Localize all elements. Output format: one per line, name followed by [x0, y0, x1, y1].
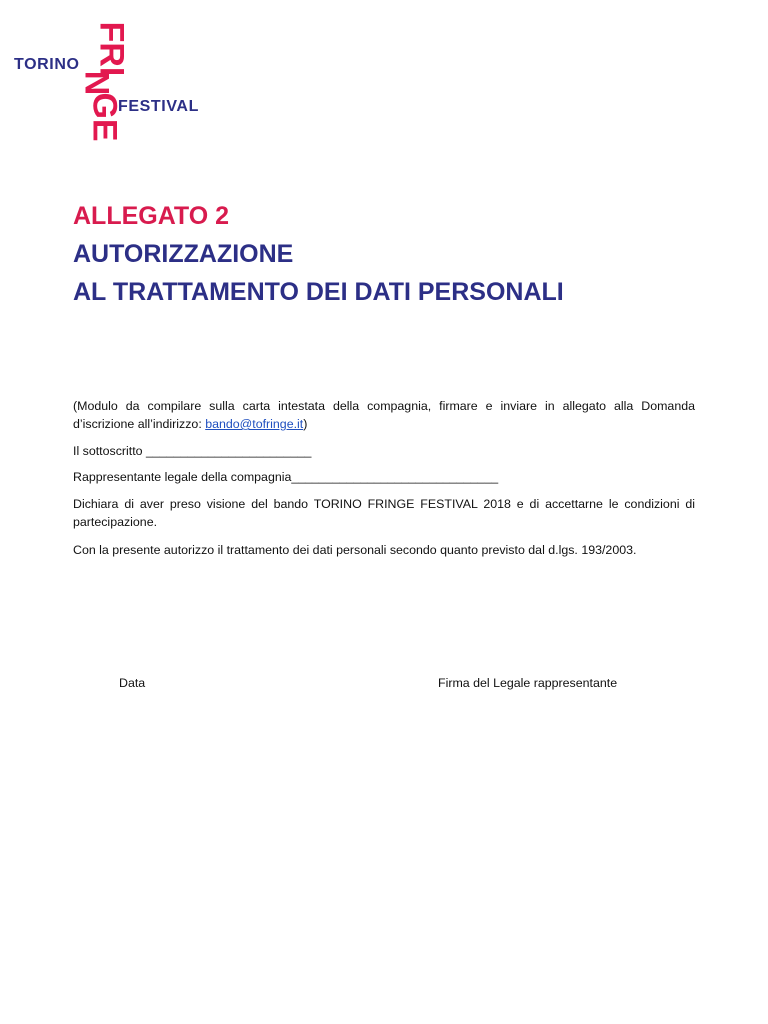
- sottoscritto-line: Il sottoscritto ________________________: [73, 444, 312, 458]
- title-line-2: AL TRATTAMENTO DEI DATI PERSONALI: [73, 278, 564, 306]
- logo-festival: FESTIVAL: [118, 98, 199, 115]
- title-line-1: AUTORIZZAZIONE: [73, 240, 294, 268]
- firma-label: Firma del Legale rappresentante: [438, 676, 618, 690]
- logo-fringe-mark: [66, 21, 150, 142]
- logo-city: TORINO: [14, 56, 80, 73]
- data-label: Data: [119, 676, 146, 690]
- dichiara-paragraph: Dichiara di aver preso visione del bando TORINO FRINGE FESTIVAL 2018 e di accettarne le condizioni di partecipazione.: [73, 497, 695, 529]
- logo-mark-line3: GE: [85, 92, 124, 142]
- allegato-heading: ALLEGATO 2: [73, 202, 230, 230]
- intro-text: (Modulo da compilare sulla carta intestata della compagnia, firmare e inviare in allegato alla Domanda d’iscrizione all’indirizzo:: [73, 399, 695, 431]
- logo-mark-line2: N: [77, 70, 116, 96]
- autorizzo-paragraph: Con la presente autorizzo il trattamento dei dati personali secondo quanto previsto dal d.lgs. 193/2003.: [73, 543, 637, 557]
- email-link[interactable]: bando@tofringe.it: [205, 417, 304, 431]
- festival-logo: [10, 21, 210, 148]
- logo-mark-line1: FRI: [92, 21, 131, 77]
- rappresentante-line: Rappresentante legale della compagnia______________________________: [73, 470, 499, 484]
- intro-paragraph: [73, 397, 695, 433]
- intro-close: ): [303, 417, 308, 431]
